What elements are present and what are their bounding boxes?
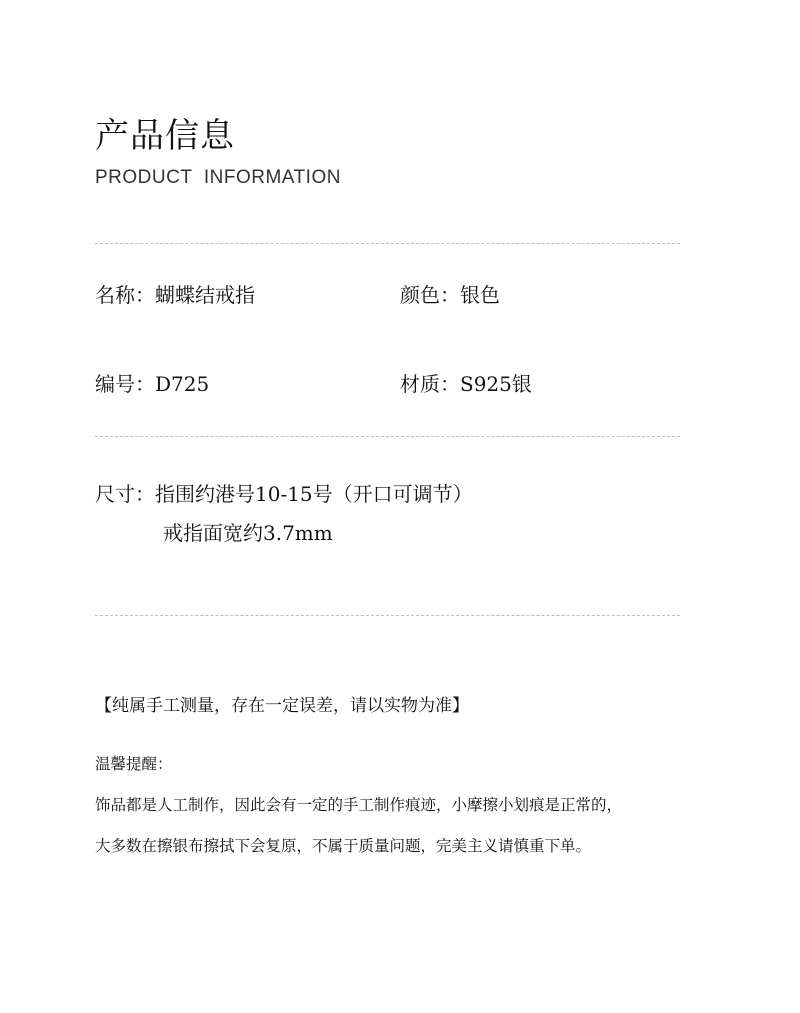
product-name: 名称：蝴蝶结戒指 xyxy=(95,283,255,307)
product-code: 编号：D725 xyxy=(95,372,210,396)
product-size: 尺寸：指围约港号10-15号（开口可调节） xyxy=(95,482,473,506)
divider-1 xyxy=(95,243,680,244)
page-title: 产品信息 xyxy=(95,116,235,156)
divider-2 xyxy=(95,436,680,437)
tips-line-2: 大多数在擦银布擦拭下会复原，不属于质量问题，完美主义请慎重下单。 xyxy=(95,837,592,855)
tips-title: 温馨提醒： xyxy=(95,755,173,773)
product-color: 颜色：银色 xyxy=(400,283,500,307)
divider-3 xyxy=(95,615,680,616)
product-width: 戒指面宽约3.7mm xyxy=(163,521,333,545)
page-subtitle: PRODUCT INFORMATION xyxy=(95,167,341,188)
measure-note: 【纯属手工测量，存在一定误差，请以实物为准】 xyxy=(95,696,469,716)
product-material: 材质：S925银 xyxy=(400,372,532,396)
tips-line-1: 饰品都是人工制作，因此会有一定的手工制作痕迹，小摩擦小划痕是正常的， xyxy=(95,796,623,814)
